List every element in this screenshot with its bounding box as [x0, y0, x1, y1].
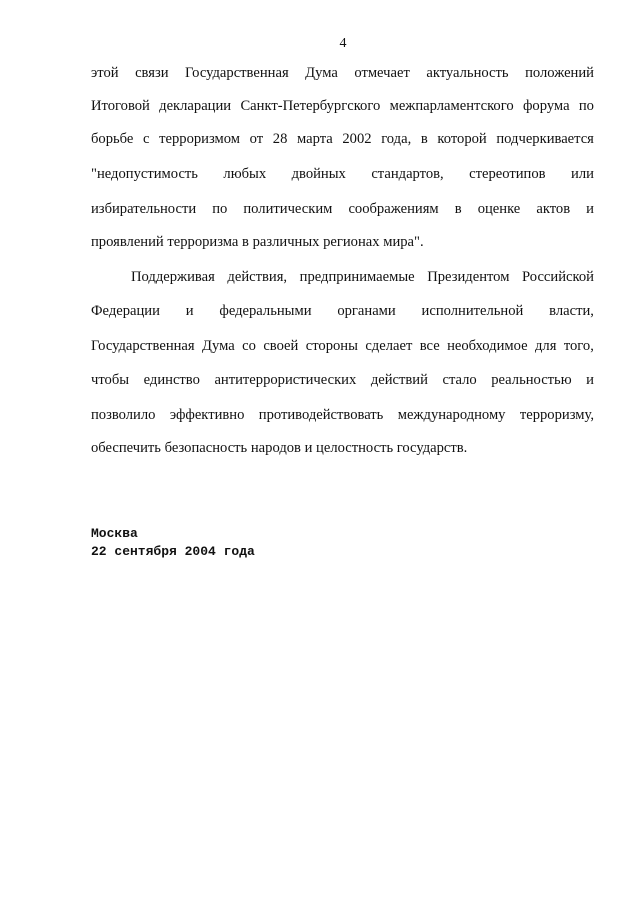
signature-place: Москва [91, 526, 138, 541]
text-line: позволило эффективно противодействовать международному терроризму, [91, 407, 594, 423]
signature-date: 22 сентября 2004 года [91, 544, 255, 559]
text-line: чтобы единство антитеррористических действий стало реальностью и [91, 372, 594, 388]
text-line: Федерации и федеральными органами исполнительной власти, [91, 303, 594, 319]
text-line: "недопустимость любых двойных стандартов, стереотипов или [91, 166, 594, 182]
text-line: борьбе с терроризмом от 28 марта 2002 года, в которой подчеркивается [91, 131, 594, 147]
text-line: этой связи Государственная Дума отмечает актуальность положений [91, 65, 594, 81]
text-line: проявлений терроризма в различных регионах мира". [91, 234, 424, 250]
text-line: обеспечить безопасность народов и целостность государств. [91, 440, 468, 456]
text-line: Итоговой декларации Санкт-Петербургского межпарламентского форума по [91, 98, 594, 114]
text-line: Государственная Дума со своей стороны сделает все необходимое для того, [91, 338, 594, 354]
text-line: избирательности по политическим соображениям в оценке актов и [91, 201, 594, 217]
page-number: 4 [339, 36, 347, 51]
text-line: Поддерживая действия, предпринимаемые Президентом Российской [131, 269, 594, 285]
